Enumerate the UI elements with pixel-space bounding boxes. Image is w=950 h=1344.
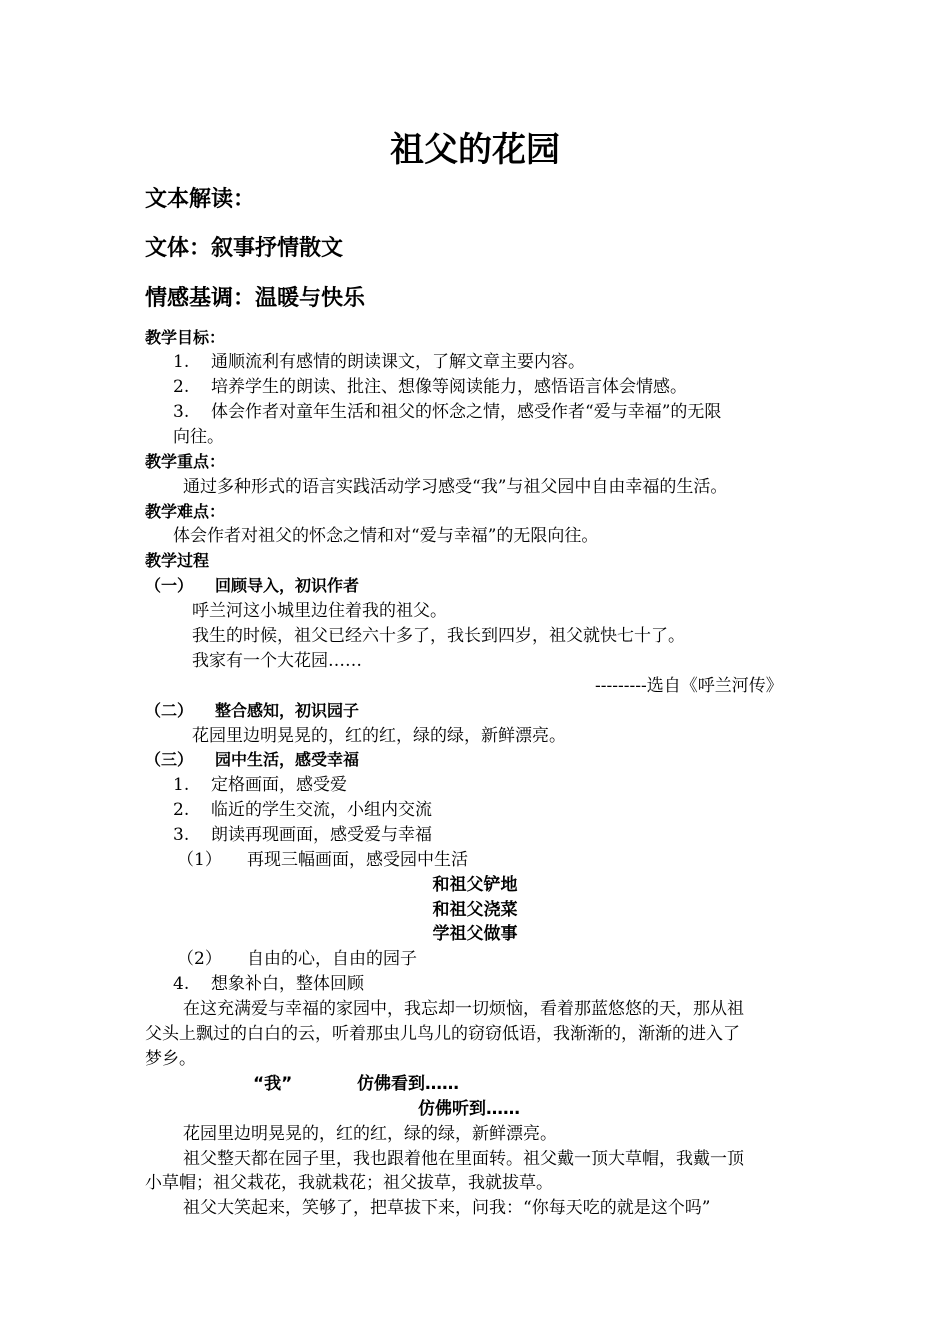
excerpt-source: ---------选自《呼兰河传》	[595, 676, 783, 696]
me-label: “我”	[253, 1074, 293, 1094]
goal-item	[173, 375, 687, 399]
process-label: 教学过程	[145, 551, 210, 570]
step-item	[173, 972, 364, 996]
difficulty-label: 教学难点：	[145, 502, 226, 521]
goal-text: 培养学生的朗读、批注、想像等阅读能力，感悟语言体会情感。	[211, 377, 687, 397]
page-title: 祖父的花园	[390, 130, 560, 170]
section-title: 回顾导入，初识作者	[215, 576, 360, 595]
see-label: 仿佛看到……	[357, 1074, 459, 1094]
hear-label: 仿佛听到……	[418, 1099, 520, 1119]
goal-text: 体会作者对童年生活和祖父的怀念之情，感受作者“爱与幸福”的无限	[211, 402, 722, 422]
step-text: 想象补白，整体回顾	[211, 974, 364, 994]
section-num: （一）	[145, 576, 194, 595]
step-item	[173, 798, 432, 822]
step-item	[173, 823, 432, 847]
heading-tone: 情感基调：温暖与快乐	[145, 286, 366, 311]
step-item	[173, 773, 347, 797]
section-title: 整合感知，初识园子	[215, 701, 360, 720]
scene-line: 和祖父铲地	[432, 875, 518, 895]
goal-num: 3.	[173, 402, 190, 422]
heading-genre: 文体：叙事抒情散文	[145, 236, 344, 261]
goals-label: 教学目标：	[145, 328, 226, 347]
paragraph-line: 花园里边明晃晃的，红的红，绿的绿，新鲜漂亮。	[183, 1124, 557, 1144]
step-num: 3.	[173, 825, 190, 845]
goal-item	[173, 400, 721, 424]
step-text: 临近的学生交流，小组内交流	[211, 800, 432, 820]
paragraph-line: 祖父整天都在园子里，我也跟着他在里面转。祖父戴一顶大草帽，我戴一顶	[183, 1149, 744, 1169]
section-title: 园中生活，感受幸福	[215, 750, 360, 769]
goal-num: 1.	[173, 352, 190, 372]
excerpt-line: 我家有一个大花园……	[192, 651, 362, 671]
sub-num: （1）	[177, 850, 222, 870]
section-heading	[145, 574, 359, 598]
sub-text: 自由的心，自由的园子	[247, 949, 417, 969]
goal-item	[173, 350, 585, 374]
step-num: 4.	[173, 974, 190, 994]
sub-num: （2）	[177, 949, 222, 969]
step-num: 2.	[173, 800, 190, 820]
excerpt-line: 我生的时候，祖父已经六十多了，我长到四岁，祖父就快七十了。	[192, 626, 685, 646]
step-text: 定格画面，感受爱	[211, 775, 347, 795]
scene-line: 学祖父做事	[432, 924, 518, 944]
step-text: 朗读再现画面，感受爱与幸福	[211, 825, 432, 845]
step-num: 1.	[173, 775, 190, 795]
sub-text: 再现三幅画面，感受园中生活	[247, 850, 468, 870]
focus-text: 通过多种形式的语言实践活动学习感受“我”与祖父园中自由幸福的生活。	[183, 477, 728, 497]
sub-item	[177, 848, 468, 872]
paragraph-line: 父头上飘过的白白的云，听着那虫儿鸟儿的窃窃低语，我渐渐的，渐渐的进入了	[145, 1024, 740, 1044]
goal-text: 通顺流利有感情的朗读课文，了解文章主要内容。	[211, 352, 585, 372]
difficulty-text: 体会作者对祖父的怀念之情和对“爱与幸福”的无限向往。	[173, 526, 599, 546]
sub-item	[177, 947, 417, 971]
section-heading	[145, 699, 359, 723]
section-heading	[145, 748, 359, 772]
paragraph-line: 祖父大笑起来，笑够了，把草拔下来，问我：“你每天吃的就是这个吗”	[183, 1198, 711, 1218]
section-num: （二）	[145, 701, 194, 720]
paragraph-line: 梦乡。	[145, 1049, 196, 1069]
section-num: （三）	[145, 750, 194, 769]
focus-label: 教学重点：	[145, 452, 226, 471]
scene-line: 和祖父浇菜	[432, 900, 518, 920]
section-text: 花园里边明晃晃的，红的红，绿的绿，新鲜漂亮。	[192, 726, 566, 746]
heading-reading: 文本解读：	[145, 187, 256, 212]
excerpt-line: 呼兰河这小城里边住着我的祖父。	[192, 601, 447, 621]
goal-text-continued: 向往。	[173, 427, 224, 447]
paragraph-line: 小草帽；祖父栽花，我就栽花；祖父拔草，我就拔草。	[145, 1173, 553, 1193]
paragraph-line: 在这充满爱与幸福的家园中，我忘却一切烦恼，看着那蓝悠悠的天，那从祖	[183, 999, 744, 1019]
goal-num: 2.	[173, 377, 190, 397]
